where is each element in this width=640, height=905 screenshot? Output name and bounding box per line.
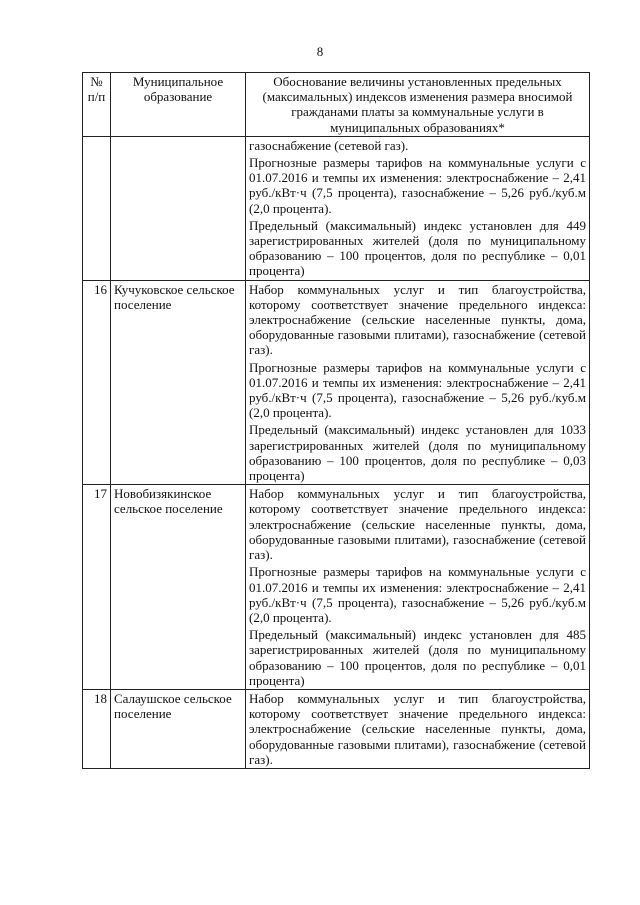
justification-residents: Предельный (максимальный) индекс установлен для 1033 зарегистрированных жителей (доля по муниципальному образованию – 100 процентов, доля по республике – 0,03 процента) bbox=[249, 422, 586, 484]
table-row bbox=[83, 280, 590, 485]
tariff-index-table bbox=[82, 72, 590, 769]
header-num: № п/п bbox=[83, 73, 111, 137]
row-municipality-cell: Кучуковское сельское поселение bbox=[111, 280, 246, 485]
table-header-row bbox=[83, 73, 590, 137]
justification-utilities: газоснабжение (сетевой газ). bbox=[249, 137, 409, 153]
row-justification-cell bbox=[246, 485, 590, 690]
row-municipality-cell bbox=[111, 136, 246, 280]
row-justification-cell bbox=[246, 689, 590, 768]
row-num-cell: 17 bbox=[83, 485, 111, 690]
page-number: 8 bbox=[316, 44, 324, 59]
header-municipality: Муниципальное образование bbox=[111, 73, 246, 137]
header-justification: Обоснование величины установленных предельных (максимальных) индексов изменения размера вносимой гражданами платы за коммунальные услуги в муниципальных образованиях* bbox=[246, 73, 590, 137]
row-municipality-cell: Новобизякинское сельское поселение bbox=[111, 485, 246, 690]
justification-utilities: Набор коммунальных услуг и тип благоустройства, которому соответствует значение предельного индекса: электроснабжение (сельские населенные пункты, дома, оборудованные газовыми плитами), газоснабжение (сетевой газ). bbox=[249, 486, 586, 563]
row-num-cell bbox=[83, 136, 111, 280]
row-municipality-cell: Салаушское сельское поселение bbox=[111, 689, 246, 768]
table-row bbox=[83, 689, 590, 768]
justification-tariffs: Прогнозные размеры тарифов на коммунальные услуги с 01.07.2016 и темпы их изменения: электроснабжение – 2,41 руб./кВт·ч (7,5 процента), газоснабжение – 5,26 руб./куб.м (2,0 процента). bbox=[249, 359, 586, 421]
justification-utilities: Набор коммунальных услуг и тип благоустройства, которому соответствует значение предельного индекса: электроснабжение (сельские населенные пункты, дома, оборудованные газовыми плитами), газоснабжение (сетевой газ). bbox=[249, 690, 586, 767]
table-row-continuation bbox=[83, 136, 590, 280]
table-row bbox=[83, 485, 590, 690]
justification-tariffs: Прогнозные размеры тарифов на коммунальные услуги с 01.07.2016 и темпы их изменения: электроснабжение – 2,41 руб./кВт·ч (7,5 процента), газоснабжение – 5,26 руб./куб.м (2,0 процента). bbox=[249, 564, 586, 625]
row-justification-cell bbox=[246, 136, 590, 280]
row-num-cell: 18 bbox=[83, 689, 111, 768]
justification-tariffs: Прогнозные размеры тарифов на коммунальные услуги с 01.07.2016 и темпы их изменения: электроснабжение – 2,41 руб./кВт·ч (7,5 процента), газоснабжение – 5,26 руб./куб.м (2,0 процента). bbox=[249, 155, 586, 216]
justification-residents: Предельный (максимальный) индекс установлен для 485 зарегистрированных жителей (доля по муниципальному образованию – 100 процентов, доля по республике – 0,01 процента) bbox=[249, 627, 586, 688]
justification-residents: Предельный (максимальный) индекс установлен для 449 зарегистрированных жителей (доля по муниципальному образованию – 100 процентов, доля по республике – 0,01 процента) bbox=[249, 217, 586, 279]
row-num-cell: 16 bbox=[83, 280, 111, 485]
justification-utilities: Набор коммунальных услуг и тип благоустройства, которому соответствует значение предельного индекса: электроснабжение (сельские населенные пункты, дома, оборудованные газовыми плитами), газоснабжение (сетевой газ). bbox=[249, 281, 586, 358]
row-justification-cell bbox=[246, 280, 590, 485]
